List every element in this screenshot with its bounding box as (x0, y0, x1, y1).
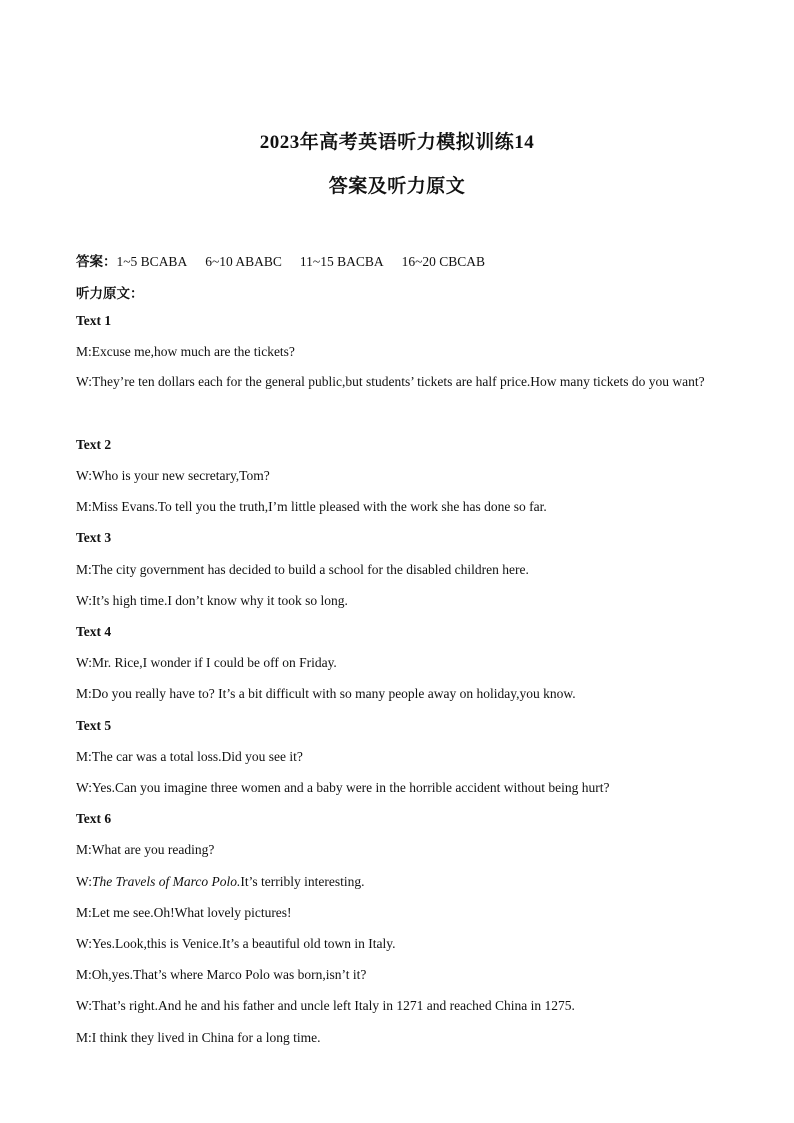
speaker-prefix: W: (76, 874, 92, 889)
dialogue-line: M:Miss Evans.To tell you the truth,I’m little pleased with the work she has done so far. (76, 499, 547, 514)
dialogue-line: W:Who is your new secretary,Tom? (76, 468, 270, 483)
dialogue-line (76, 874, 364, 890)
dialogue-line: W:Yes.Can you imagine three women and a baby were in the horrible accident without being hurt? (76, 780, 610, 795)
dialogue-line: W:Yes.Look,this is Venice.It’s a beautiful old town in Italy. (76, 936, 396, 951)
book-title: The Travels of Marco Polo. (92, 874, 241, 889)
dialogue-line: M:The car was a total loss.Did you see it? (76, 749, 303, 764)
dialogue-line: W:It’s high time.I don’t know why it took so long. (76, 593, 348, 608)
page-title: 2023年高考英语听力模拟训练14 (259, 132, 535, 153)
text-heading: Text 5 (76, 718, 112, 733)
text-heading: Text 1 (76, 313, 112, 328)
dialogue-line: M:The city government has decided to build a school for the disabled children here. (76, 562, 529, 577)
dialogue-line (76, 366, 718, 398)
text-heading: Text 2 (76, 437, 112, 452)
dialogue-line-text: W:They’re ten dollars each for the general public,but students’ tickets are half price.How many tickets do you want? (76, 374, 705, 389)
dialogue-line: M:Do you really have to? It’s a bit difficult with so many people away on holiday,you know. (76, 686, 576, 701)
answer-group: 16~20 CBCAB (401, 254, 486, 269)
dialogue-line: M:Oh,yes.That’s where Marco Polo was born,isn’t it? (76, 967, 367, 982)
answer-label: 答案： (76, 254, 117, 269)
text-heading: Text 3 (76, 530, 112, 545)
dialogue-line: W:Mr. Rice,I wonder if I could be off on Friday. (76, 655, 337, 670)
dialogue-line-text: It’s terribly interesting. (240, 874, 365, 889)
text-heading: Text 6 (76, 811, 112, 826)
dialogue-line: M:I think they lived in China for a long time. (76, 1030, 321, 1045)
answer-group: 6~10 ABABC (205, 254, 282, 269)
dialogue-line: M:Excuse me,how much are the tickets? (76, 344, 295, 359)
transcript-label: 听力原文： (76, 286, 144, 301)
page-subtitle: 答案及听力原文 (328, 176, 466, 197)
dialogue-line: W:That’s right.And he and his father and uncle left Italy in 1271 and reached China in 1275. (76, 998, 575, 1013)
answer-key (76, 250, 485, 270)
answer-group: 11~15 BACBA (299, 254, 384, 269)
answer-group: 1~5 BCABA (116, 254, 188, 269)
dialogue-line: M:What are you reading? (76, 842, 215, 857)
text-heading: Text 4 (76, 624, 112, 639)
dialogue-line: M:Let me see.Oh!What lovely pictures! (76, 905, 292, 920)
